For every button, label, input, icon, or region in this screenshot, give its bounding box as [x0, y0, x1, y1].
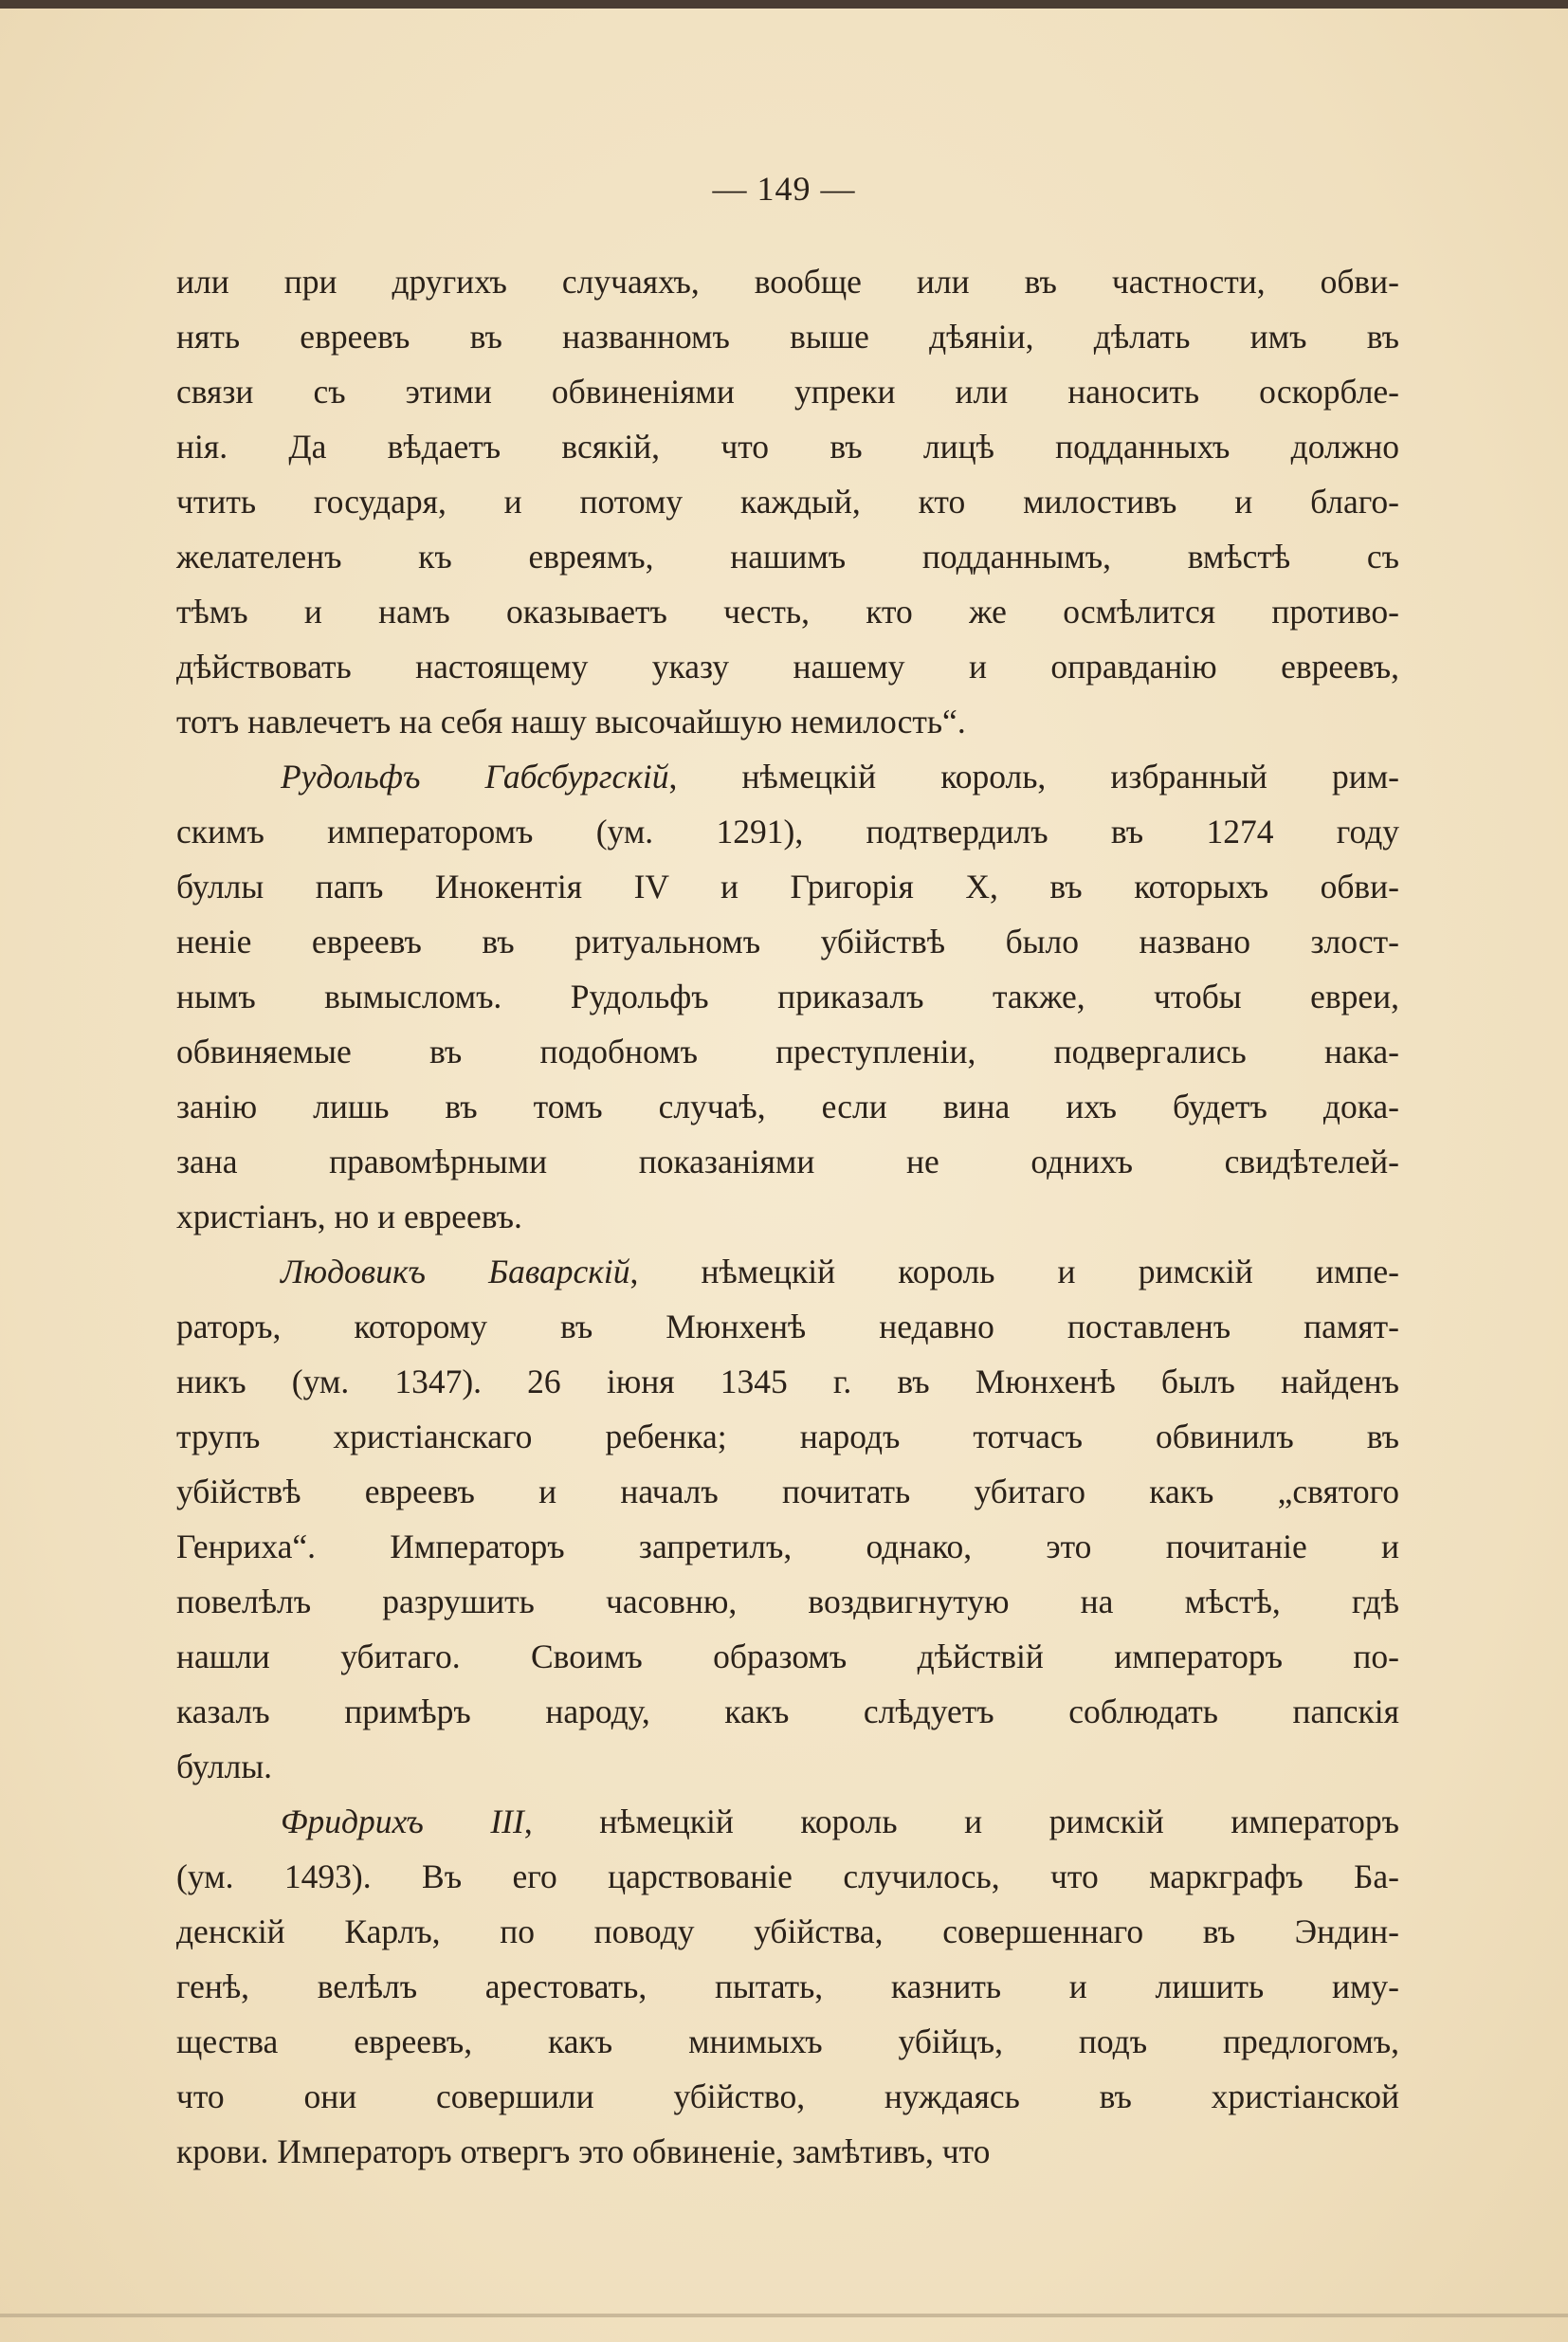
text-line: тотъ навлечетъ на себя нашу высочайшую немилость“. [176, 703, 966, 741]
scan-bottom-edge [0, 2314, 1568, 2317]
paragraph [176, 1794, 1399, 2179]
text-line: буллы. [176, 1747, 273, 1785]
text-line: зана правомѣрными показаніями не однихъ свидѣтелей- [176, 1143, 1399, 1180]
text-line: нымъ вымысломъ. Рудольфъ приказалъ также, чтобы евреи, [176, 978, 1399, 1015]
text-line: или при другихъ случаяхъ, вообще или въ частности, обви- [176, 263, 1399, 301]
text-line: нашли убитаго. Своимъ образомъ дѣйствій императоръ по- [176, 1638, 1399, 1675]
text-line: Генриха“. Императоръ запретилъ, однако, это почитаніе и [176, 1528, 1399, 1565]
body-text [176, 254, 1399, 2179]
text-line: связи съ этими обвиненіями упреки или наносить оскорбле- [176, 373, 1399, 411]
text-line: обвиняемые въ подобномъ преступленіи, подвергались нака- [176, 1033, 1399, 1070]
text-line: никъ (ум. 1347). 26 іюня 1345 г. въ Мюнхенѣ былъ найденъ [176, 1363, 1399, 1400]
text-fragment: , нѣмецкій король и римскій импе- [629, 1253, 1399, 1290]
text-line: нія. Да вѣдаетъ всякій, что въ лицѣ подданныхъ должно [176, 428, 1399, 466]
text-line: тѣмъ и намъ оказываетъ честь, кто же осмѣлится противо- [176, 593, 1399, 631]
text-line: крови. Императоръ отвергъ это обвиненіе, замѣтивъ, что [176, 2132, 991, 2170]
text-line [176, 1244, 1399, 1299]
paragraph [176, 1244, 1399, 1794]
text-line: дѣйствовать настоящему указу нашему и оправданію евреевъ, [176, 648, 1399, 686]
text-line: скимъ императоромъ (ум. 1291), подтвердилъ въ 1274 году [176, 813, 1399, 851]
text-line [176, 749, 1399, 804]
text-line: денскій Карлъ, по поводу убійства, совершеннаго въ Эндин- [176, 1912, 1399, 1950]
text-line: повелѣлъ разрушить часовню, воздвигнутую на мѣстѣ, гдѣ [176, 1583, 1399, 1620]
text-line: занію лишь въ томъ случаѣ, если вина ихъ будетъ дока- [176, 1088, 1399, 1125]
text-line: христіанъ, но и евреевъ. [176, 1198, 522, 1235]
paragraph [176, 749, 1399, 1244]
text-line: трупъ христіанскаго ребенка; народъ тотчасъ обвинилъ въ [176, 1418, 1399, 1455]
text-line: генѣ, велѣлъ арестовать, пытать, казнить и лишить иму- [176, 1967, 1399, 2005]
text-line: казалъ примѣръ народу, какъ слѣдуетъ соблюдать папскія [176, 1692, 1399, 1730]
text-line: желателенъ къ евреямъ, нашимъ подданнымъ, вмѣстѣ съ [176, 538, 1399, 576]
person-name: Рудольфъ Габсбургскій [281, 758, 669, 796]
text-line: буллы папъ Инокентія IV и Григорія X, въ которыхъ обви- [176, 868, 1399, 906]
text-line: нять евреевъ въ названномъ выше дѣяніи, дѣлать имъ въ [176, 318, 1399, 356]
text-line: раторъ, которому въ Мюнхенѣ недавно поставленъ памят- [176, 1308, 1399, 1345]
text-line: щества евреевъ, какъ мнимыхъ убійцъ, подъ предлогомъ, [176, 2022, 1399, 2060]
text-line: (ум. 1493). Въ его царствованіе случилось, что маркграфъ Ба- [176, 1857, 1399, 1895]
text-fragment: , нѣмецкій король, избранный рим- [668, 758, 1399, 796]
text-line: что они совершили убійство, нуждаясь въ христіанской [176, 2077, 1399, 2115]
person-name: Фридрихъ III [281, 1802, 524, 1840]
text-line: неніе евреевъ въ ритуальномъ убійствѣ было названо злост- [176, 923, 1399, 961]
person-name: Людовикъ Баварскій [281, 1253, 630, 1290]
page-number: — 149 — [712, 170, 856, 208]
text-line: убійствѣ евреевъ и началъ почитать убитаго какъ „святого [176, 1473, 1399, 1510]
text-fragment: , нѣмецкій король и римскій императоръ [523, 1802, 1399, 1840]
text-line: чтить государя, и потому каждый, кто милостивъ и благо- [176, 483, 1399, 521]
text-line [176, 1794, 1399, 1849]
paragraph [176, 254, 1399, 749]
